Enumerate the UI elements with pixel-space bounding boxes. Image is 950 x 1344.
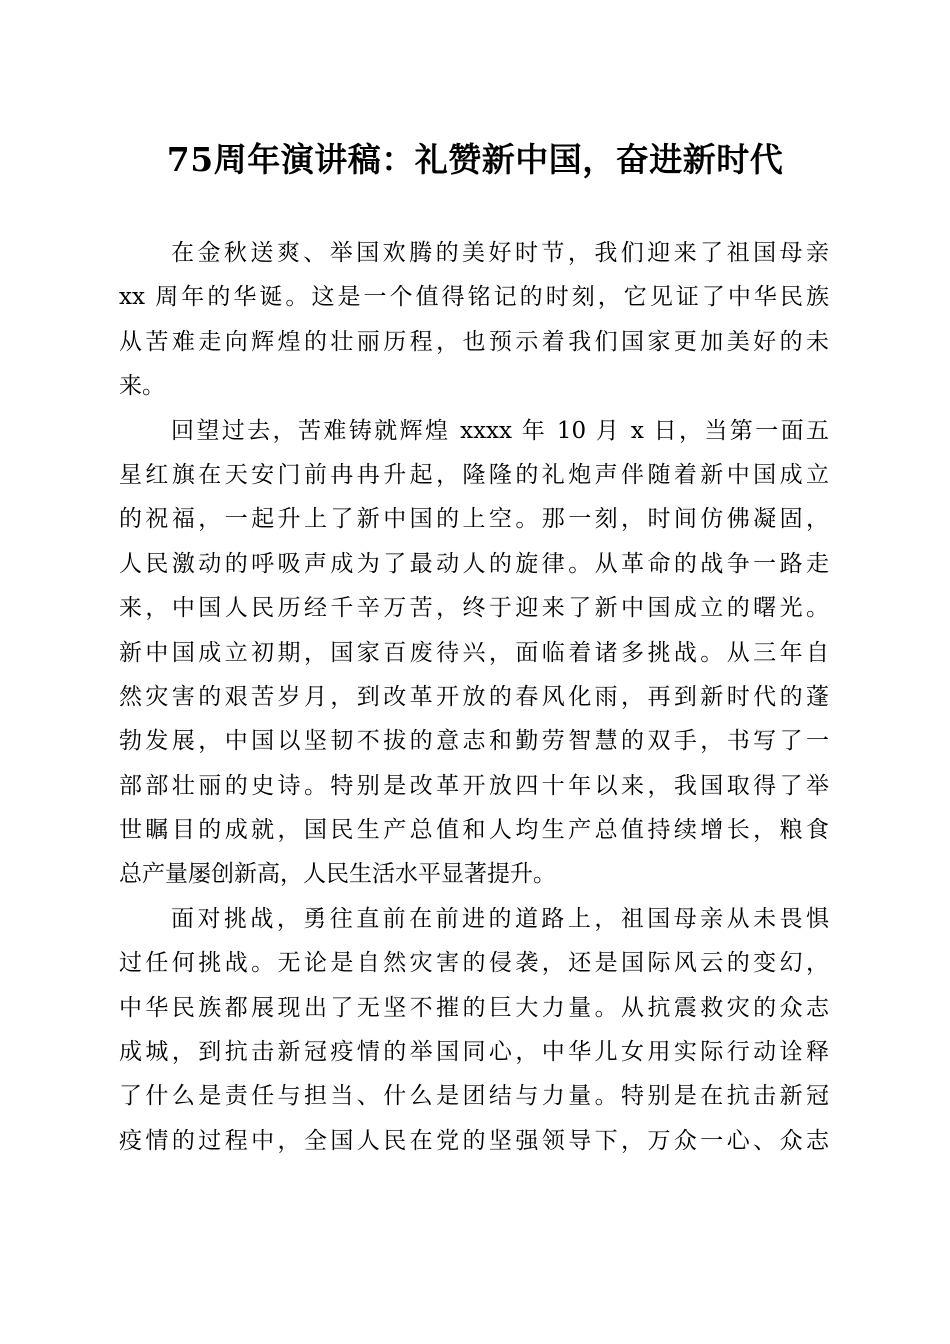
text-line: 勃发展，中国以坚韧不拔的意志和勤劳智慧的双手，书写了一 — [119, 728, 829, 755]
text-line: 来，中国人民历经千辛万苦，终于迎来了新中国成立的曙光。 — [119, 595, 829, 622]
text-line: 了什么是责任与担当、什么是团结与力量。特别是在抗击新冠 — [119, 1083, 829, 1110]
text-line: 世瞩目的成就，国民生产总值和人均生产总值持续增长，粮食 — [119, 817, 829, 844]
text-line: 面对挑战，勇往直前在前进的道路上，祖国母亲从未畏惧 — [171, 905, 829, 932]
document-title: 75周年演讲稿：礼赞新中国，奋进新时代 — [166, 140, 784, 179]
text-line: 疫情的过程中，全国人民在党的坚强领导下，万众一心、众志 — [119, 1127, 829, 1154]
text-line: 从苦难走向辉煌的壮丽历程，也预示着我们国家更加美好的未 — [119, 328, 829, 355]
text-line: 人民激动的呼吸声成为了最动人的旋律。从革命的战争一路走 — [119, 550, 829, 577]
text-line: 在金秋送爽、举国欢腾的美好时节，我们迎来了祖国母亲 — [171, 240, 829, 266]
text-line: xx 周年的华诞。这是一个值得铭记的时刻，它见证了中华民族 — [119, 284, 829, 311]
text-line: 部部壮丽的史诗。特别是改革开放四十年以来，我国取得了举 — [119, 772, 829, 799]
text-line: 总产量屡创新高，人民生活水平显著提升。 — [119, 861, 556, 888]
text-line: 成城，到抗击新冠疫情的举国同心，中华儿女用实际行动诠释 — [119, 1039, 829, 1066]
text-line: 星红旗在天安门前冉冉升起，隆隆的礼炮声伴随着新中国成立 — [119, 461, 829, 488]
text-line: 来。 — [119, 373, 165, 400]
document-body — [119, 231, 829, 1163]
text-line: 新中国成立初期，国家百废待兴，面临着诸多挑战。从三年自 — [119, 639, 829, 666]
text-line: 然灾害的艰苦岁月，到改革开放的春风化雨，再到新时代的蓬 — [119, 683, 829, 710]
text-line: 中华民族都展现出了无坚不摧的巨大力量。从抗震救灾的众志 — [119, 994, 829, 1021]
text-line: 的祝福，一起升上了新中国的上空。那一刻，时间仿佛凝固， — [119, 506, 829, 533]
text-line: 过任何挑战。无论是自然灾害的侵袭，还是国际风云的变幻， — [119, 950, 829, 977]
text-line: 回望过去，苦难铸就辉煌 xxxx 年 10 月 x 日，当第一面五 — [171, 417, 829, 444]
